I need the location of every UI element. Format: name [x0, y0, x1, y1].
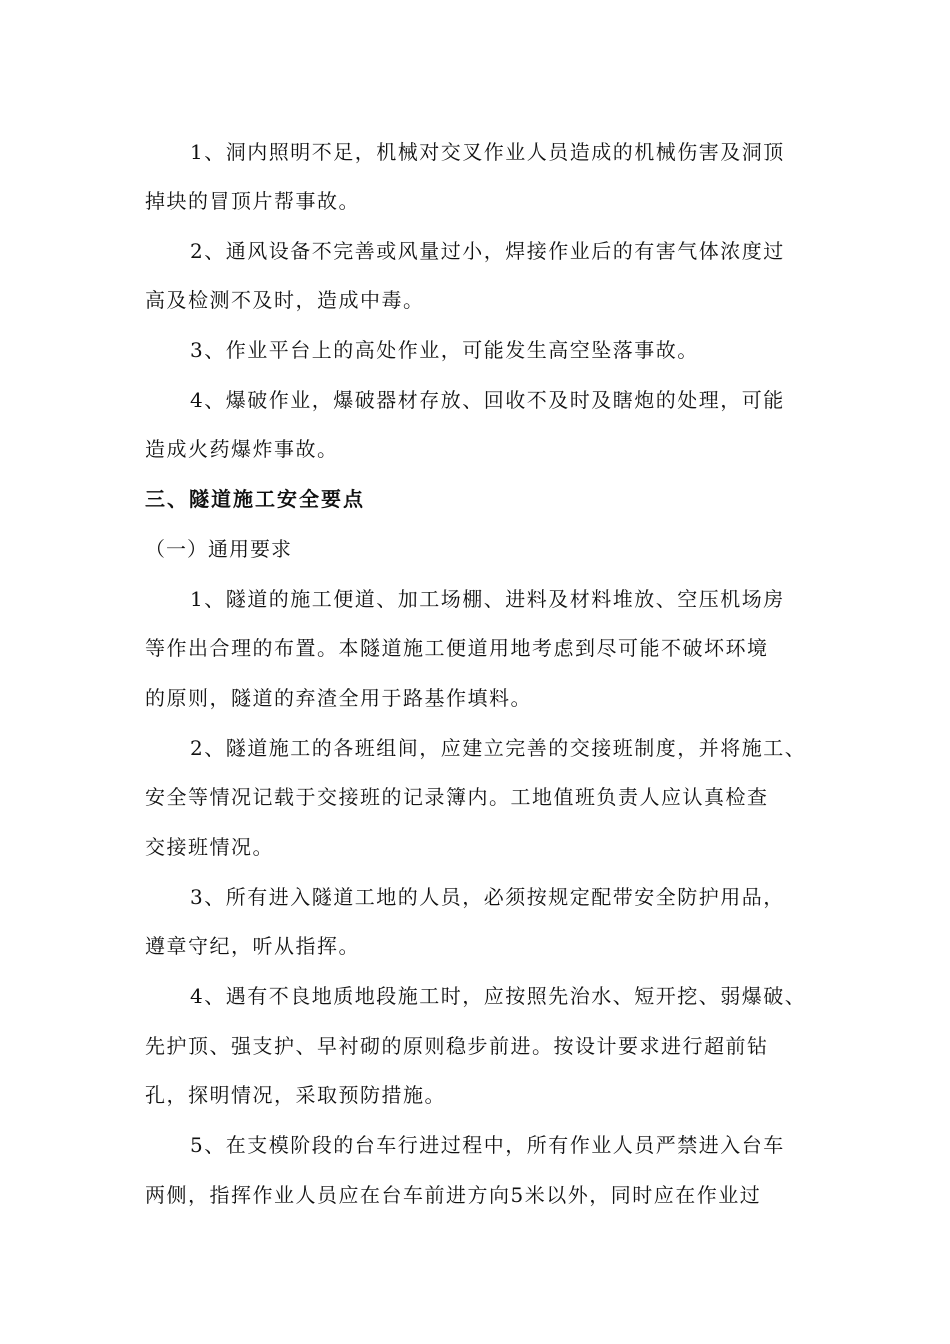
- paragraph-8-line-2: 先护顶、强支护、早衬砌的原则稳步前进。按设计要求进行超前钻: [145, 1034, 769, 1058]
- paragraph-5-line-2: 等作出合理的布置。本隧道施工便道用地考虑到尽可能不破坏环境: [145, 636, 769, 660]
- paragraph-7-line-1: 3、所有进入隧道工地的人员，必须按规定配带安全防护用品，: [190, 885, 785, 909]
- paragraph-2-line-1: 2、通风设备不完善或风量过小，焊接作业后的有害气体浓度过: [190, 239, 785, 263]
- paragraph-4-line-1: 4、爆破作业，爆破器材存放、回收不及时及瞎炮的处理，可能: [190, 388, 785, 412]
- paragraph-8-line-1: 4、遇有不良地质地段施工时，应按照先治水、短开挖、弱爆破、: [190, 984, 807, 1008]
- paragraph-9-line-2: 两侧，指挥作业人员应在台车前进方向5米以外，同时应在作业过: [145, 1183, 762, 1207]
- paragraph-3-line-1: 3、作业平台上的高处作业，可能发生高空坠落事故。: [190, 338, 699, 362]
- paragraph-5-line-1: 1、隧道的施工便道、加工场棚、进料及材料堆放、空压机场房: [190, 587, 785, 611]
- paragraph-2-line-2: 高及检测不及时，造成中毒。: [145, 288, 425, 312]
- paragraph-6-line-1: 2、隧道施工的各班组间，应建立完善的交接班制度，并将施工、: [190, 736, 807, 760]
- paragraph-8-line-3: 孔，探明情况，采取预防措施。: [145, 1083, 446, 1107]
- paragraph-6-line-2: 安全等情况记载于交接班的记录簿内。工地值班负责人应认真检查: [145, 785, 769, 809]
- paragraph-5-line-3: 的原则，隧道的弃渣全用于路基作填料。: [145, 686, 532, 710]
- subsection-heading: （一）通用要求: [145, 537, 292, 561]
- paragraph-7-line-2: 遵章守纪，听从指挥。: [145, 934, 360, 958]
- paragraph-1-line-1: 1、洞内照明不足，机械对交叉作业人员造成的机械伤害及洞顶: [190, 140, 785, 164]
- paragraph-6-line-3: 交接班情况。: [145, 835, 274, 859]
- paragraph-9-line-1: 5、在支模阶段的台车行进过程中，所有作业人员严禁进入台车: [190, 1133, 785, 1157]
- paragraph-1-line-2: 掉块的冒顶片帮事故。: [145, 189, 360, 213]
- paragraph-4-line-2: 造成火药爆炸事故。: [145, 437, 339, 461]
- section-heading: 三、隧道施工安全要点: [145, 487, 365, 511]
